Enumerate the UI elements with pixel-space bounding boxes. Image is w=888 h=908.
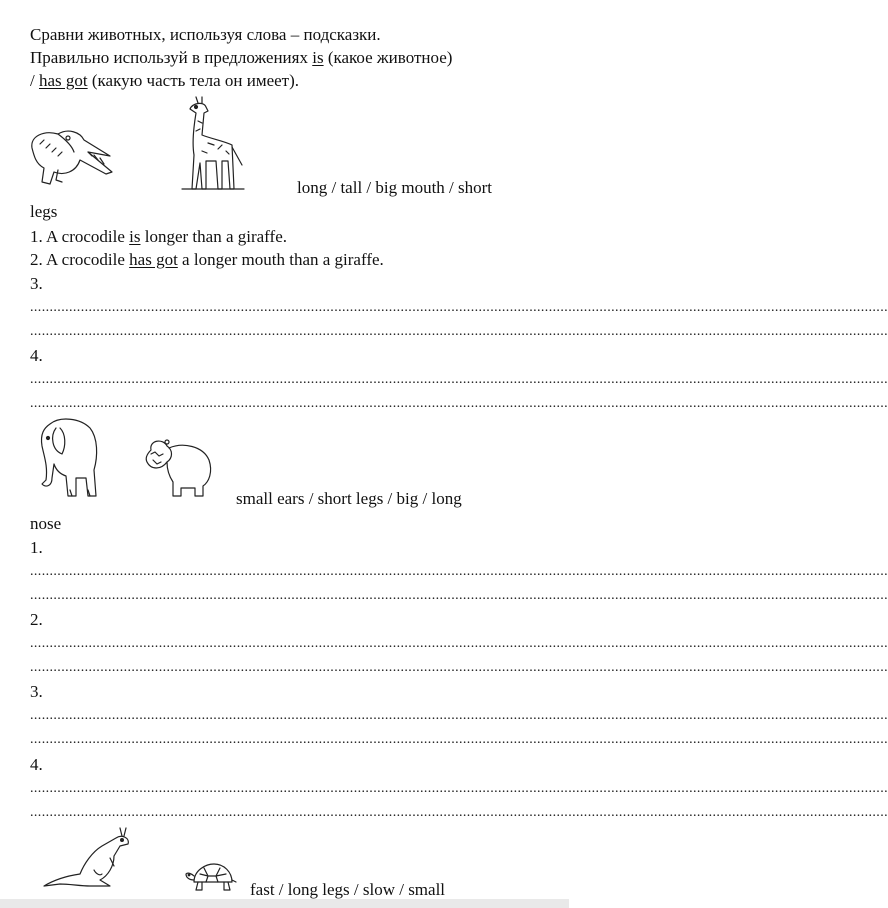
hint-words-2-continued: nose (30, 514, 62, 533)
item-number-2: 2. (30, 610, 43, 629)
answer-line[interactable]: ............................................................................................................................................................................................................................ (30, 588, 888, 603)
answer-line[interactable]: ............................................................................................................................................................................................................................ (30, 660, 888, 675)
crocodile-icon (28, 122, 116, 190)
hint-words-1: long / tall / big mouth / short (297, 178, 493, 197)
instruction-text: / (30, 71, 39, 90)
instruction-line-1: Сравни животных, используя слова – подсказки. (30, 25, 381, 44)
hint-words-2: small ears / short legs / big / long (236, 489, 462, 508)
answer-line[interactable]: ............................................................................................................................................................................................................................ (30, 781, 888, 796)
hippo-icon (143, 436, 215, 500)
page-bottom-edge (0, 899, 569, 908)
instruction-text: Правильно используй в предложениях (30, 48, 313, 67)
example-sentence-1 (30, 227, 287, 247)
example-text: a longer mouth than a giraffe. (177, 250, 384, 269)
answer-line[interactable]: ............................................................................................................................................................................................................................ (30, 372, 888, 387)
hint-words-3: fast / long legs / slow / small (250, 880, 446, 899)
instruction-text: (какую часть тела он имеет). (87, 71, 300, 90)
turtle-icon (184, 860, 238, 896)
answer-line[interactable]: ............................................................................................................................................................................................................................ (30, 805, 888, 820)
answer-line[interactable]: ............................................................................................................................................................................................................................ (30, 300, 888, 315)
instruction-line-2 (30, 48, 452, 68)
item-number-3: 3. (30, 682, 43, 701)
hint-words-1-continued: legs (30, 202, 58, 221)
answer-line[interactable]: ............................................................................................................................................................................................................................ (30, 324, 888, 339)
instruction-keyword-has-got: has got (38, 71, 88, 90)
kangaroo-icon (40, 826, 134, 890)
item-number-4: 4. (30, 755, 43, 774)
answer-line[interactable]: ............................................................................................................................................................................................................................ (30, 636, 888, 651)
answer-line[interactable]: ............................................................................................................................................................................................................................ (30, 732, 888, 747)
example-text: 1. A crocodile (30, 227, 130, 246)
item-number-4: 4. (30, 346, 43, 365)
example-keyword-has-got: has got (129, 250, 178, 269)
answer-line[interactable]: ............................................................................................................................................................................................................................ (30, 708, 888, 723)
example-text: 2. A crocodile (30, 250, 130, 269)
giraffe-icon (178, 95, 248, 193)
example-text: longer than a giraffe. (140, 227, 287, 246)
example-keyword-is: is (129, 227, 141, 246)
instruction-text: (какое животное) (323, 48, 453, 67)
elephant-icon (30, 416, 102, 502)
item-number-3: 3. (30, 274, 43, 293)
example-sentence-2 (30, 250, 384, 270)
item-number-1: 1. (30, 538, 43, 557)
answer-line[interactable]: ............................................................................................................................................................................................................................ (30, 564, 888, 579)
instruction-line-3 (30, 71, 299, 91)
answer-line[interactable]: ............................................................................................................................................................................................................................ (30, 396, 888, 411)
instruction-keyword-is: is (312, 48, 324, 67)
